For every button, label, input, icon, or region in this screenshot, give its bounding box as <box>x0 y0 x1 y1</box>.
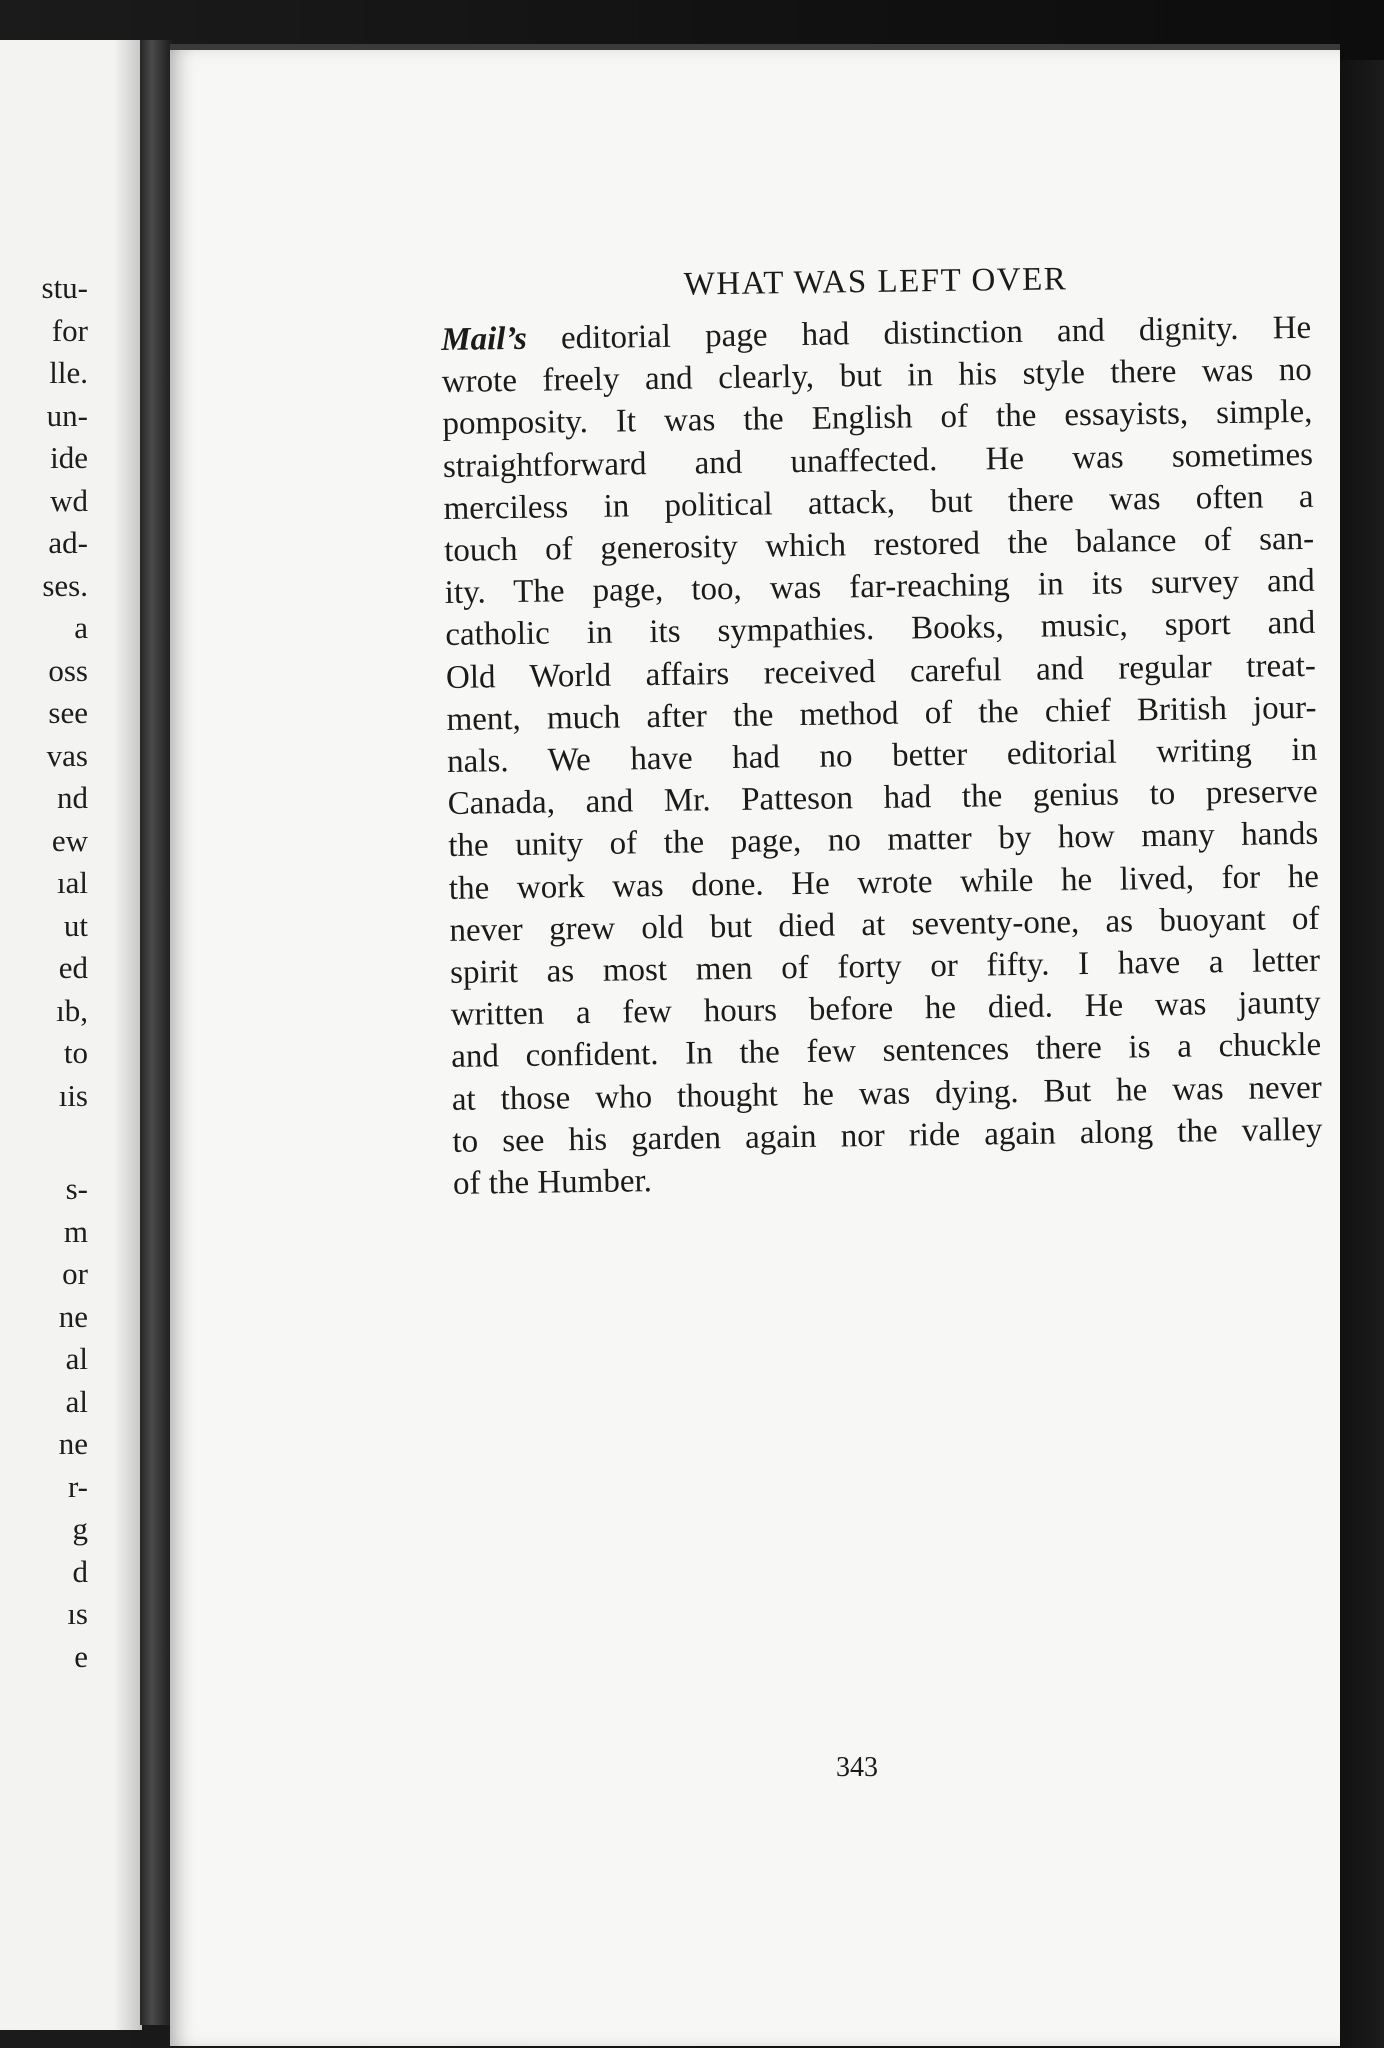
left-page-fragment: d <box>72 1553 88 1589</box>
body-line: Old World affairs received careful and regular treat- <box>445 647 1317 696</box>
left-page-fragment: nd <box>57 780 88 815</box>
left-page-fragment: oss <box>48 652 88 688</box>
body-line: touch of generosity which restored the balance of san- <box>443 520 1315 569</box>
book-spine <box>140 40 174 2025</box>
left-page-fragment: or <box>62 1256 88 1291</box>
left-page-fragment: ew <box>51 822 88 858</box>
left-page-fragment: vas <box>46 737 88 773</box>
body-line: straightforward and unaffected. He was sometimes <box>442 436 1314 485</box>
left-page-fragment: g <box>72 1511 88 1546</box>
left-page-fragment: to <box>63 1035 88 1070</box>
body-line: at those who thought he was dying. But he was never <box>451 1069 1323 1118</box>
gutter-shadow <box>114 40 140 2030</box>
left-page-fragment: ıal <box>57 865 88 900</box>
left-page-fragment: a <box>74 610 88 645</box>
body-paragraph <box>441 307 1323 1205</box>
left-facing-page <box>0 40 142 2030</box>
left-page-fragment: ses. <box>42 567 88 603</box>
left-page-fragment: al <box>65 1341 88 1376</box>
body-line: never grew old but died at seventy-one, as buoyant of <box>449 900 1320 949</box>
running-head: WHAT WAS LEFT OVER <box>683 261 1068 303</box>
body-line: ity. The page, too, was far-reaching in its survey and <box>444 563 1315 612</box>
body-line: the work was done. He wrote while he lived, for he <box>448 858 1320 907</box>
left-page-fragment: for <box>51 312 88 348</box>
left-page-fragment: stu- <box>41 270 88 305</box>
left-page-fragment: ut <box>63 907 88 943</box>
body-lead-italic: Mail’s <box>441 320 528 358</box>
body-line: pomposity. It was the English of the essayists, simple, <box>442 394 1313 443</box>
right-dark-edge <box>1340 60 1384 2048</box>
left-page-fragment: ıs <box>67 1596 88 1631</box>
body-line: of the Humber. <box>452 1163 653 1202</box>
left-page-fragment: al <box>65 1383 88 1419</box>
body-line-text: editorial page had distinction and dignity. He <box>526 309 1312 357</box>
left-page-fragment: r- <box>67 1468 88 1504</box>
body-line: catholic in its sympathies. Books, music, sport and <box>445 605 1316 654</box>
page-number: 343 <box>836 1752 878 1783</box>
body-line: merciless in political attack, but there was often a <box>443 478 1314 527</box>
left-page-fragment: un- <box>46 397 88 433</box>
left-page-fragment: ed <box>58 950 88 985</box>
left-page-fragment: ıis <box>58 1077 88 1113</box>
left-page-fragment: see <box>48 695 88 730</box>
left-page-fragment: wd <box>50 482 88 518</box>
body-line: wrote freely and clearly, but in his style there was no <box>441 352 1313 401</box>
left-page-fragment: m <box>63 1213 88 1249</box>
left-page-fragment: ad- <box>48 525 88 560</box>
left-page-fragment: lle. <box>49 355 88 390</box>
body-line: Canada, and Mr. Patteson had the genius to preserve <box>447 774 1318 823</box>
right-page <box>170 44 1340 2046</box>
body-line: the unity of the page, no matter by how many hands <box>448 816 1319 865</box>
left-page-fragment: s- <box>65 1171 88 1206</box>
left-page-fragment: ne <box>58 1298 88 1334</box>
left-page-fragment: ıb, <box>56 992 88 1028</box>
body-line: ment, much after the method of the chief British jour- <box>446 689 1317 738</box>
body-line: to see his garden again nor ride again along the valley <box>452 1111 1323 1160</box>
left-page-fragment: e <box>74 1638 88 1674</box>
body-line: spirit as most men of forty or fifty. I have a letter <box>449 942 1321 991</box>
body-line: nals. We have had no better editorial writing in <box>446 731 1318 780</box>
page-text-block <box>440 238 1323 1205</box>
left-page-fragment: ide <box>50 440 88 475</box>
body-line: and confident. In the few sentences there is a chuckle <box>451 1027 1322 1076</box>
left-page-fragment: ne <box>58 1426 88 1461</box>
body-line: written a few hours before he died. He was jaunty <box>450 985 1321 1034</box>
